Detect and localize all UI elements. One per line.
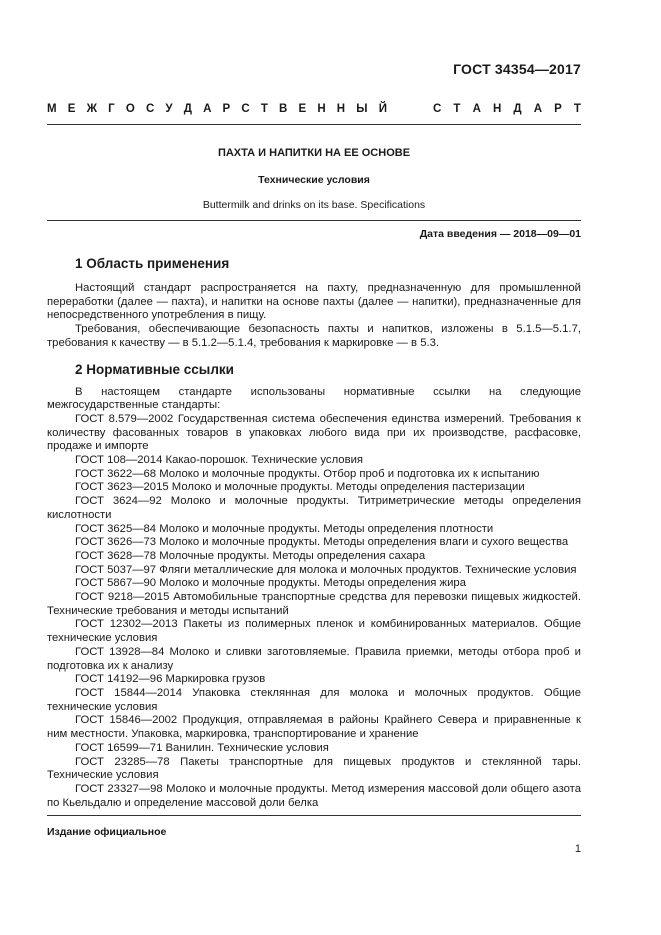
reference-item: ГОСТ 14192—96 Маркировка грузов bbox=[75, 673, 266, 686]
page-number: 1 bbox=[574, 843, 581, 855]
title-rule bbox=[47, 220, 581, 221]
paragraph: В настоящем стандарте использованы нормативные ссылки на следующие межгосударственные стандарты: bbox=[47, 385, 581, 412]
doc-subtitle: Технические условия bbox=[258, 174, 370, 186]
reference-item: ГОСТ 108—2014 Какао-порошок. Технические условия bbox=[75, 454, 364, 467]
reference-item: ГОСТ 3624—92 Молоко и молочные продукты. Титриметрические методы определения кислотности bbox=[47, 495, 581, 521]
reference-item: ГОСТ 23285—78 Пакеты транспортные для пищевых продуктов и стеклянной тары. Технические условия bbox=[47, 755, 581, 782]
reference-item: ГОСТ 12302—2013 Пакеты из полимерных пленок и комбинированных материалов. Общие технические условия bbox=[47, 618, 581, 645]
paragraph: Настоящий стандарт распространяется на пахту, предназначенную для промышленной переработки (далее — пахта), и напитки на основе пахты (далее — напитки), предназначенные для непосредственного употребления в пищу. bbox=[47, 282, 581, 322]
paragraph: Требования, обеспечивающие безопасность пахты и напитков, изложены в 5.1.5—5.1.7, требования к качеству — в 5.1.2—5.1.4, требования к маркировке — в 5.3. bbox=[47, 323, 581, 349]
banner-rule bbox=[47, 124, 581, 125]
standard-banner bbox=[47, 103, 581, 115]
standard-code: ГОСТ 34354—2017 bbox=[453, 61, 581, 77]
banner-word: М Е Ж Г О С У Д А Р С Т В Е Н Н Ы Й bbox=[47, 103, 387, 115]
reference-item: ГОСТ 9218—2015 Автомобильные транспортные средства для перевозки пищевых жидкостей. Технические требования и методы испытаний bbox=[47, 591, 581, 617]
intro-date: Дата введения — 2018—09—01 bbox=[419, 228, 581, 240]
reference-item: ГОСТ 3623—2015 Молоко и молочные продукты. Методы определения пастеризации bbox=[75, 481, 525, 494]
doc-english-title: Buttermilk and drinks on its base. Specifications bbox=[202, 199, 426, 211]
banner-word: С Т А Н Д А Р Т bbox=[433, 103, 581, 115]
reference-item: ГОСТ 13928—84 Молоко и сливки заготовляемые. Правила приемки, методы отбора проб и подготовка их к анализу bbox=[47, 645, 581, 672]
reference-item: ГОСТ 5037—97 Фляги металлические для молока и молочных продуктов. Технические условия bbox=[75, 563, 577, 576]
reference-item: ГОСТ 3625—84 Молоко и молочные продукты. Методы определения плотности bbox=[75, 522, 494, 535]
reference-item: ГОСТ 3628—78 Молочные продукты. Методы определения сахара bbox=[75, 549, 426, 562]
reference-item: ГОСТ 23327—98 Молоко и молочные продукты. Метод измерения массовой доли общего азота по Кьельдалю и определение массовой доли белка bbox=[47, 782, 581, 809]
reference-item: ГОСТ 15846—2002 Продукция, отправляемая в районы Крайнего Севера и приравненные к ним местности. Упаковка, маркировка, транспортирование и хранение bbox=[47, 714, 581, 741]
reference-item: ГОСТ 3626—73 Молоко и молочные продукты. Методы определения влаги и сухого вещества bbox=[75, 536, 569, 549]
section-heading: 2 Нормативные ссылки bbox=[75, 361, 234, 377]
official-edition-label: Издание официальное bbox=[47, 826, 167, 838]
reference-item: ГОСТ 3622—68 Молоко и молочные продукты. Отбор проб и подготовка их к испытанию bbox=[75, 467, 540, 480]
reference-item: ГОСТ 15844—2014 Упаковка стеклянная для молока и молочных продуктов. Общие технические условия bbox=[47, 686, 581, 713]
doc-title: ПАХТА И НАПИТКИ НА ЕЕ ОСНОВЕ bbox=[217, 147, 411, 159]
reference-item: ГОСТ 8.579—2002 Государственная система обеспечения единства измерений. Требования к количеству фасованных товаров в упаковках любого вида при их производстве, расфасовке, продаже и импорте bbox=[47, 412, 581, 453]
section-heading: 1 Область применения bbox=[75, 256, 230, 271]
footer-rule bbox=[47, 815, 581, 816]
reference-item: ГОСТ 16599—71 Ванилин. Технические условия bbox=[75, 741, 329, 754]
reference-item: ГОСТ 5867—90 Молоко и молочные продукты. Методы определения жира bbox=[75, 577, 466, 590]
document-body bbox=[47, 254, 581, 810]
